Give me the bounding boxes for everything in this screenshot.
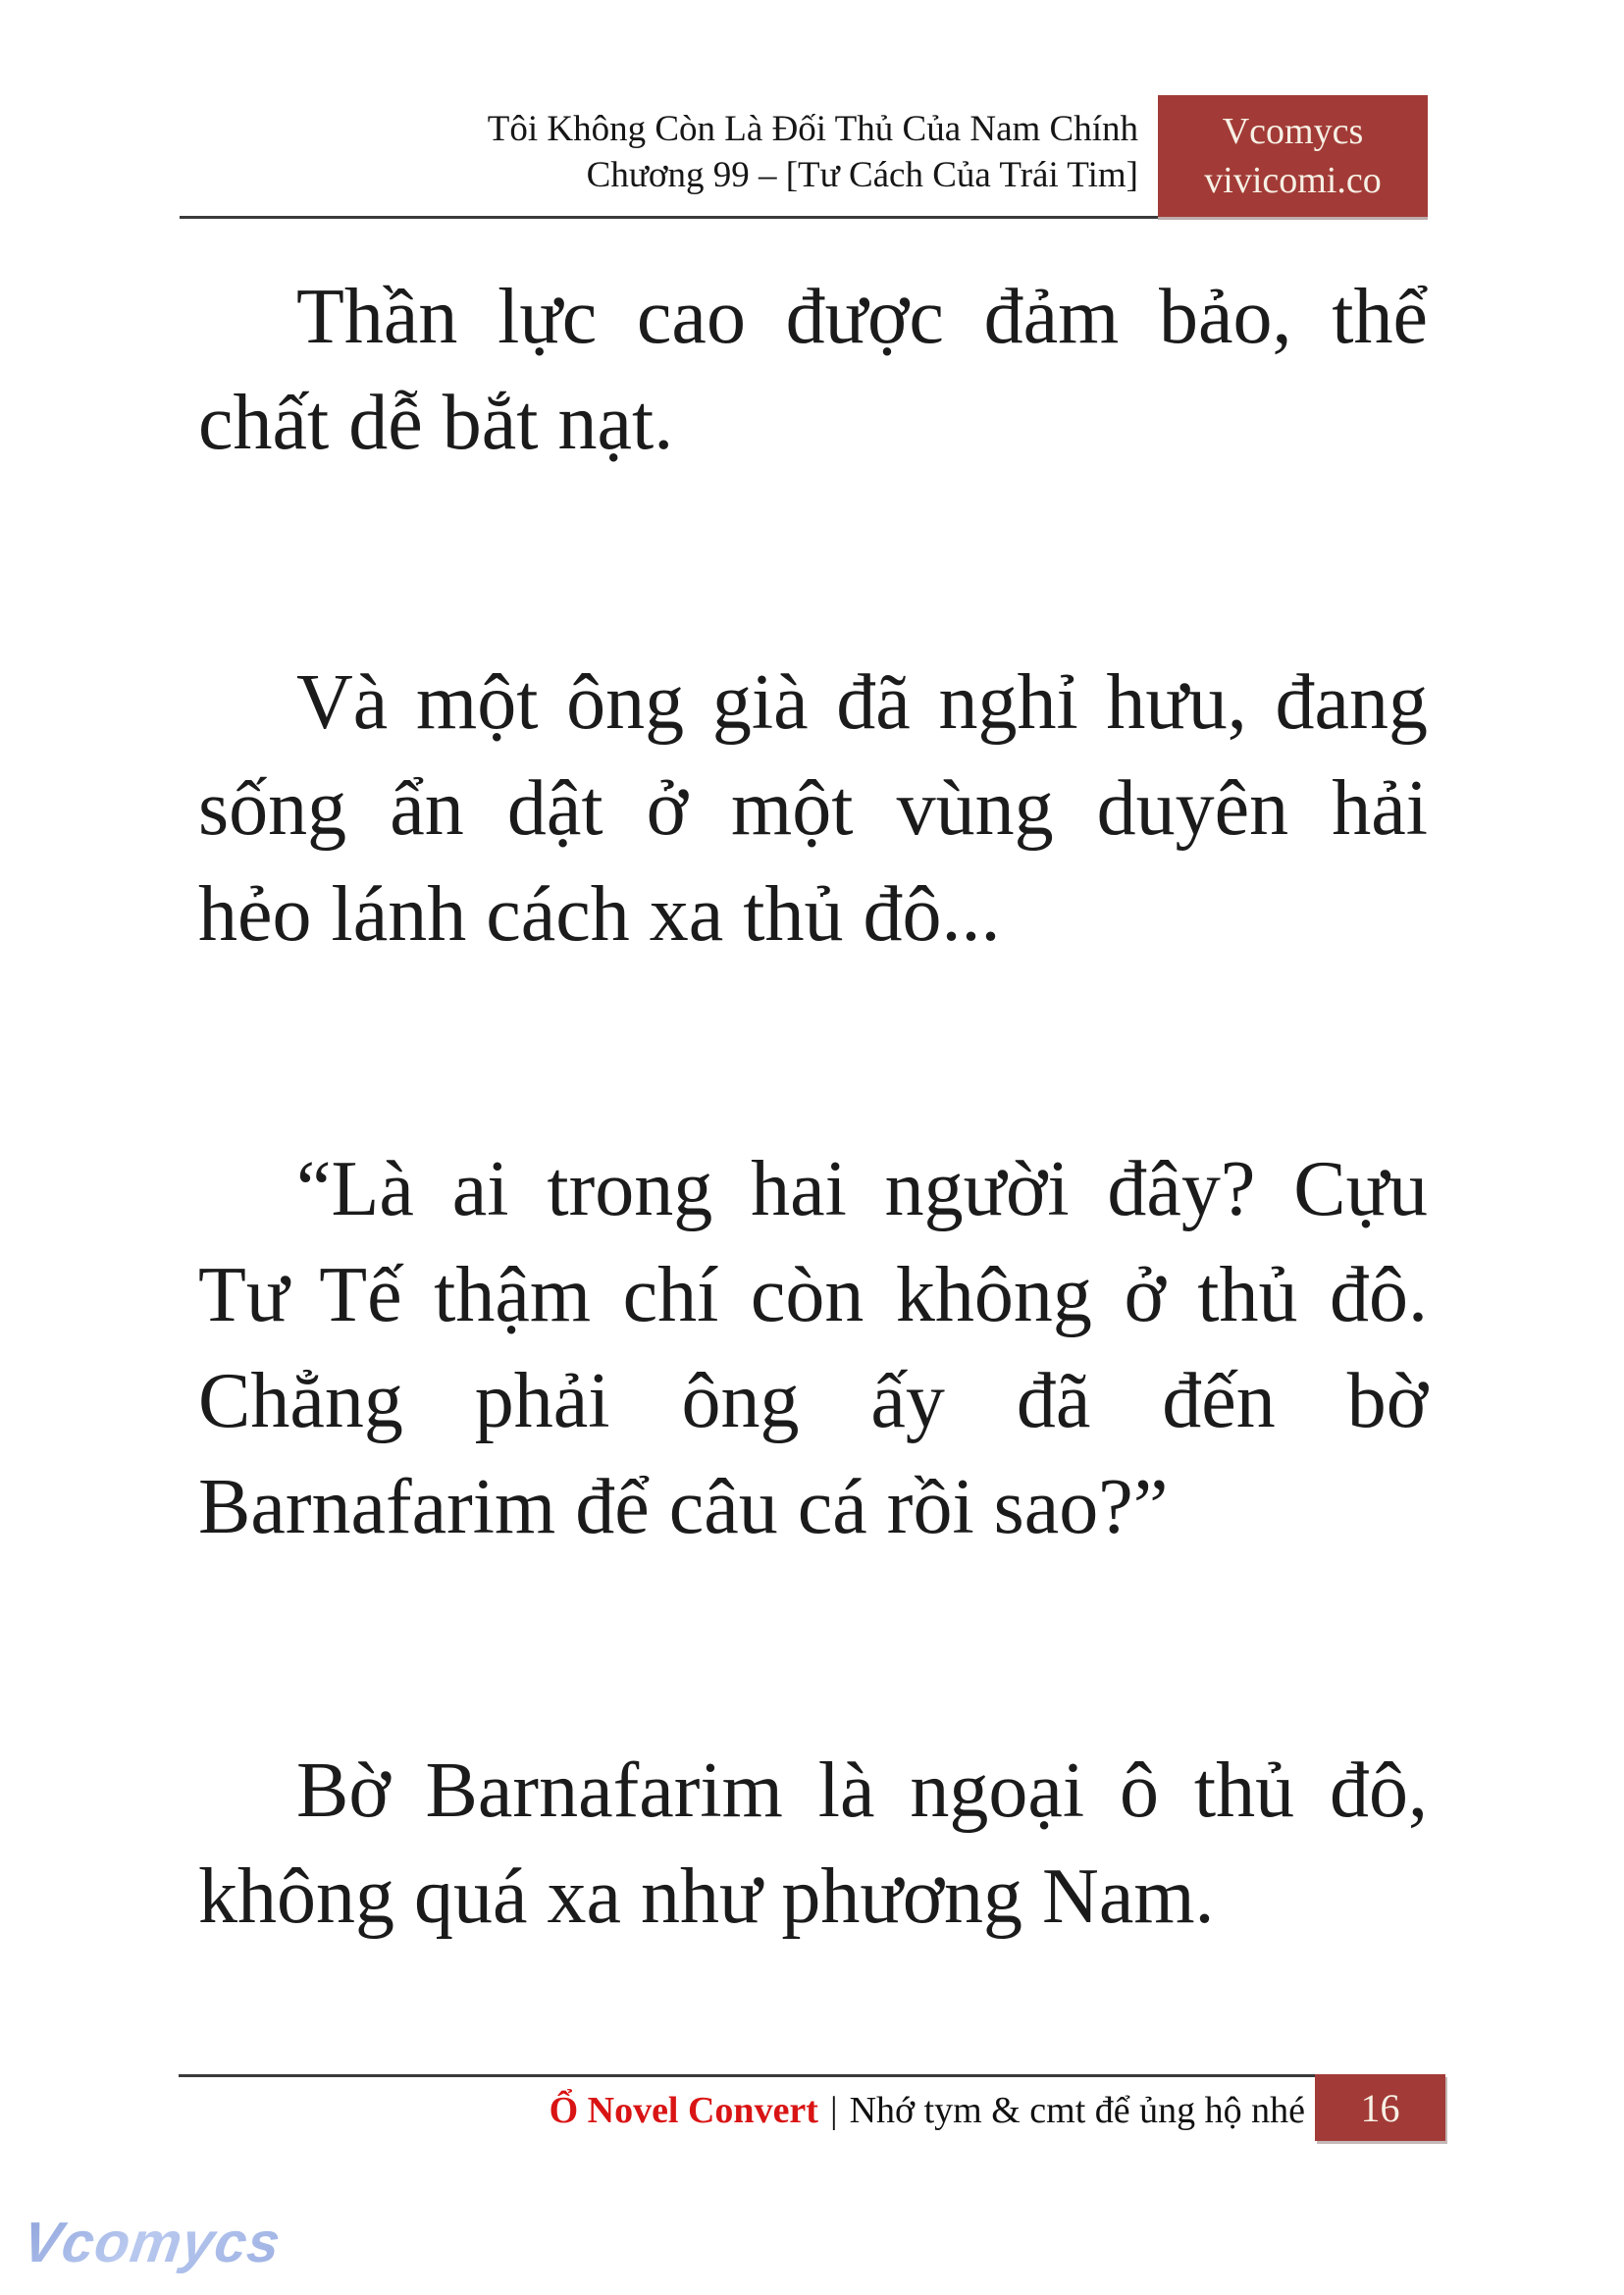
chapter-header xyxy=(488,106,1138,198)
text-line: sống ẩn dật ở một vùng duyên hải xyxy=(198,765,1428,852)
text-line: Chẳng phải ông ấy đã đến bờ xyxy=(198,1358,1428,1444)
text-line: Và một ông già đã nghỉ hưu, đang xyxy=(296,659,1428,746)
text-line: “Là ai trong hai người đây? Cựu xyxy=(296,1146,1428,1232)
footer-divider xyxy=(179,2074,1315,2077)
translator-credit: Ổ Novel Convert xyxy=(549,2090,818,2131)
support-note: Nhớ tym & cmt để ủng hộ nhé xyxy=(849,2090,1305,2131)
page-number-badge xyxy=(1315,2074,1445,2141)
footer-credit-line xyxy=(550,2086,1305,2135)
text-line: Thần lực cao được đảm bảo, thể xyxy=(296,274,1428,360)
brand-name: Vcomycs xyxy=(1222,111,1364,152)
chapter-title: Chương 99 – [Tư Cách Của Trái Tim] xyxy=(586,155,1138,195)
paragraph xyxy=(198,1136,1428,1560)
text-line: Tư Tế thậm chí còn không ở thủ đô. xyxy=(198,1252,1428,1338)
paragraph xyxy=(198,1738,1428,1950)
vcomycs-watermark-logo: Vcomycs xyxy=(19,2211,286,2274)
text-line: không quá xa như phương Nam. xyxy=(198,1853,1215,1940)
footer-separator: | xyxy=(829,2090,838,2131)
header-divider xyxy=(180,216,1158,219)
brand-badge xyxy=(1158,95,1428,217)
text-line: hẻo lánh cách xa thủ đô... xyxy=(198,871,1001,958)
text-line: Bờ Barnafarim là ngoại ô thủ đô, xyxy=(296,1747,1428,1834)
text-line: chất dễ bắt nạt. xyxy=(198,380,674,466)
text-line: Barnafarim để câu cá rồi sao?” xyxy=(198,1464,1169,1550)
novel-title: Tôi Không Còn Là Đối Thủ Của Nam Chính xyxy=(487,109,1138,149)
paragraph xyxy=(198,650,1428,967)
paragraph xyxy=(198,264,1428,476)
brand-site: vivicomi.co xyxy=(1204,160,1382,201)
page-number: 16 xyxy=(1360,2085,1400,2130)
